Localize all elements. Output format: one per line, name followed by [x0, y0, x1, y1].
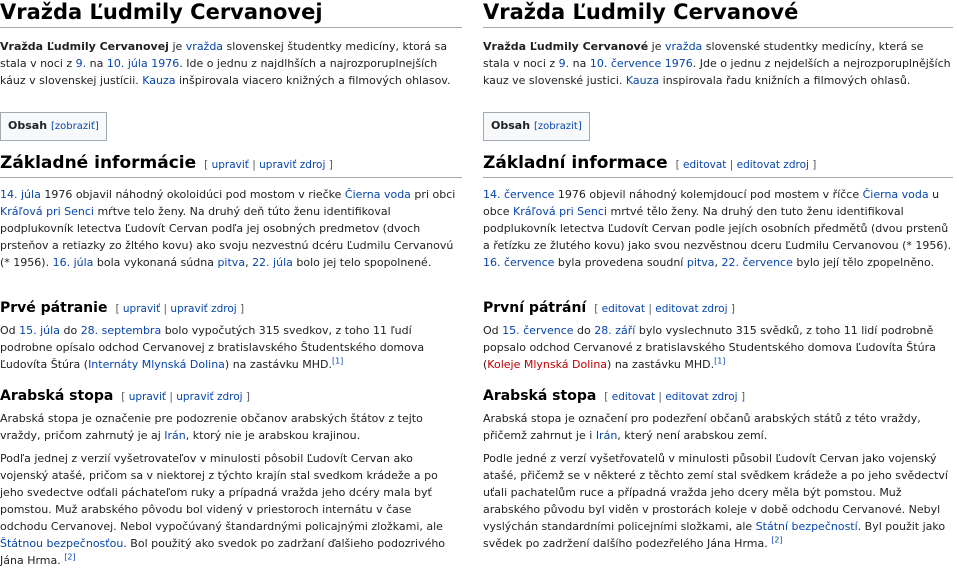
- edit-source-link[interactable]: editovat zdroj: [665, 391, 738, 403]
- text: ,: [245, 256, 253, 269]
- text: do: [573, 324, 595, 337]
- text: je: [648, 40, 666, 53]
- text: bola vykonaná súdna: [93, 256, 218, 269]
- text: Podľa jednej z verzií vyšetrovateľov v minulosti pôsobil Ľudovít Cervan ako vojenský atašé, pričom sa v niektorej z týchto krajín stal svedkom krádeže a po jeho svedectve odťali páchateľom ruky a prípadná vražda jeho dcéry mala byť pomstou. Muž arabského pôvodu bol videný v priestoroch internátu v čase odchodu Cervanovej. Nebol vypočúvaný štandardnými policajnými zložkami, ale: [0, 452, 443, 533]
- arab-trace-paragraph-1: [0, 410, 462, 444]
- section-heading-arab-trace: [0, 386, 462, 407]
- link-pitva[interactable]: pitva: [217, 256, 246, 269]
- arab-trace-paragraph-2: [0, 450, 462, 569]
- link-iran[interactable]: Irán: [164, 429, 186, 442]
- heading-text: Arabská stopa: [0, 388, 114, 404]
- edit-source-link[interactable]: upraviť zdroj: [259, 159, 326, 171]
- text: bolo vypočutých 315 svedkov, z toho 11 ľudí podrobne opísalo odchod Cervanovej z bratislavského Študentského domova Ľudovíta Štúra (: [0, 324, 425, 371]
- text: je: [168, 40, 186, 53]
- link-date-16[interactable]: 16. júla: [52, 256, 94, 269]
- link-date-22[interactable]: 22. července: [721, 256, 793, 269]
- link-date-9[interactable]: 9.: [75, 57, 87, 70]
- link-date-28[interactable]: 28. září: [594, 324, 636, 337]
- edit-links: [ upraviť | upraviť zdroj ]: [115, 303, 245, 315]
- edit-link[interactable]: upraviť: [128, 391, 167, 403]
- table-of-contents: [0, 112, 107, 141]
- link-kauza[interactable]: Kauza: [142, 74, 176, 87]
- edit-link[interactable]: upraviť: [122, 303, 161, 315]
- text: ) na zastávku MHD.: [224, 358, 332, 371]
- link-kauza[interactable]: Kauza: [625, 74, 660, 87]
- text: u obce: [483, 188, 940, 218]
- link-cierna-voda[interactable]: Čierna voda: [862, 188, 929, 201]
- text: slovenské studentky medicíny, která se stala v noci z: [483, 40, 924, 70]
- text: . Byl použit jako svědek po zadržení dalšího podezřelého Jána Hrma.: [483, 520, 946, 550]
- text: inspirovala řadu knižních a filmových ohlasů.: [659, 74, 911, 87]
- basic-info-paragraph: [0, 186, 462, 271]
- text: Arabská stopa je označení pro podezření občanů arabských států z této vraždy, přičemž zahrnut je i: [483, 412, 921, 442]
- table-of-contents: [483, 112, 590, 141]
- reference-1[interactable]: [1]: [331, 356, 344, 366]
- arab-trace-paragraph-2: [483, 450, 953, 552]
- text: . Bol použitý ako svedok po zadržaní ďalšieho podozrivého Jána Hrma.: [0, 537, 446, 567]
- text: byla provedena soudní: [554, 256, 687, 269]
- text: inšpirovala viacero knižných a filmových ohlasov.: [175, 74, 451, 87]
- text: bylo její tělo zpopelněno.: [792, 256, 934, 269]
- link-date-16[interactable]: 16. července: [483, 256, 555, 269]
- section-heading-basic-info: [483, 152, 953, 178]
- link-kralova[interactable]: Kráľová pri Senci: [0, 205, 94, 218]
- edit-source-link[interactable]: upraviť zdroj: [170, 303, 237, 315]
- link-date-14[interactable]: 14. júla: [0, 188, 41, 201]
- toc-toggle-link[interactable]: [zobraziť]: [51, 121, 99, 132]
- link-statni-bezpecnost[interactable]: Státní bezpečností: [755, 520, 858, 533]
- link-date-10[interactable]: 10. júla: [106, 57, 148, 70]
- text: Od: [483, 324, 503, 337]
- text: . Jde o jednu z nejdelších a nejrozporuplnějších kauz ve slovenské justici.: [483, 57, 951, 87]
- text: do: [59, 324, 81, 337]
- link-year-1976[interactable]: 1976: [151, 57, 180, 70]
- text: ,: [714, 256, 722, 269]
- link-pitva[interactable]: pitva: [686, 256, 715, 269]
- edit-links: [ editovat | editovat zdroj ]: [604, 391, 746, 403]
- first-search-paragraph: [483, 322, 953, 373]
- link-internaty[interactable]: Internáty Mlynská Dolina: [88, 358, 225, 371]
- text: na: [86, 57, 107, 70]
- heading-text: Základné informácie: [0, 153, 197, 173]
- edit-source-link[interactable]: upraviť zdroj: [176, 391, 243, 403]
- edit-source-link[interactable]: editovat zdroj: [736, 159, 809, 171]
- link-date-15[interactable]: 15. júla: [19, 324, 60, 337]
- text: mŕtve telo ženy. Na druhý deň túto ženu identifikoval podplukovník letectva Ľudovít Cervan podľa jej osobných predmetov (dvoch prsteňov a retiazky zo žltého kovu) ako svoju nezvestnú dcéru Ľudmilu Cervanovú (* 1956).: [0, 205, 454, 269]
- reference-1[interactable]: [1]: [714, 356, 726, 366]
- link-statna-bezpecnost[interactable]: Štátnou bezpečnosťou: [0, 537, 124, 550]
- intro-paragraph: [0, 38, 462, 89]
- link-date-9[interactable]: 9.: [558, 57, 570, 70]
- link-date-15[interactable]: 15. července: [502, 324, 574, 337]
- intro-bold-title: Vražda Ľudmily Cervanovej: [0, 40, 169, 53]
- link-date-14[interactable]: 14. července: [483, 188, 555, 201]
- heading-text: Arabská stopa: [483, 388, 597, 404]
- text: , který není arabskou zemí.: [617, 429, 768, 442]
- arab-trace-paragraph-1: [483, 410, 953, 444]
- reference-2[interactable]: [2]: [771, 535, 783, 545]
- section-heading-first-search: [0, 298, 462, 319]
- text: bylo vyslechnuto 315 svědků, z toho 11 lidí podrobně popsalo odchod Cervanové z bratislavského Studentského domova Ľudovíta Štúra (: [483, 324, 936, 371]
- link-iran[interactable]: Irán: [595, 429, 618, 442]
- article-title: Vražda Ľudmily Cervanové: [483, 0, 953, 28]
- heading-text: Prvé pátranie: [0, 300, 108, 316]
- section-heading-basic-info: [0, 152, 462, 178]
- toc-toggle-link[interactable]: [zobrazit]: [534, 121, 582, 132]
- heading-text: Základní informace: [483, 153, 668, 173]
- edit-link[interactable]: upraviť: [211, 159, 249, 171]
- text: 1976 objevil náhodný kolemjdoucí pod mostem v říčce: [554, 188, 863, 201]
- link-date-28[interactable]: 28. septembra: [80, 324, 162, 337]
- intro-bold-title: Vražda Ľudmily Cervanové: [483, 40, 649, 53]
- edit-link[interactable]: editovat: [611, 391, 656, 403]
- edit-source-link[interactable]: editovat zdroj: [655, 303, 728, 315]
- text: Podle jedné z verzí vyšetřovatelů v minulosti působil Ľudovít Cervan jako vojenský atašé, přičemž se v některé z těchto zemí stal svědkem krádeže a po jeho svědectví uťali pachatelům ruce a případná vražda jeho dcery měla být pomstou. Muž arabského původu byl viděn v prostorách koleje v době odchodu Cervanové. Nebyl vyslýchán standardními policejními složkami, ale: [483, 452, 948, 533]
- text: pri obci: [410, 188, 456, 201]
- link-cierna-voda[interactable]: Čierna voda: [344, 188, 411, 201]
- link-year-1976[interactable]: 1976: [664, 57, 693, 70]
- text: slovenskej študentky medicíny, ktorá sa stala v noci z: [0, 40, 448, 70]
- edit-links: [ upraviť | upraviť zdroj ]: [204, 159, 333, 171]
- link-vrazda[interactable]: vražda: [665, 40, 703, 53]
- text: Arabská stopa je označenie pre podozrenie občanov arabských štátov z tejto vraždy, pričom zahrnutý je aj: [0, 412, 423, 442]
- heading-text: První pátrání: [483, 300, 587, 316]
- link-date-10[interactable]: 10. července: [589, 57, 662, 70]
- reference-2[interactable]: [2]: [64, 552, 76, 562]
- text: . Ide o jednu z najdlhších a najrozporuplnejších káuz v slovenskej justícii.: [0, 57, 438, 87]
- link-koleje-mlynska-dolina[interactable]: Koleje Mlynská Dolina: [487, 358, 608, 371]
- text: mrtvé tělo ženy. Na druhý den tuto ženu identifikoval podplukovník letectva Ľudovít Cervan podle jejích osobních předmětů (dvou prstenů a řetízku ze žlutého kovu) jako svou nezvěstnou dceru Ľudmilu Cervanovou (* 1956).: [483, 205, 952, 252]
- article-title: Vražda Ľudmily Cervanovej: [0, 0, 462, 28]
- edit-link[interactable]: editovat: [601, 303, 646, 315]
- first-search-paragraph: [0, 322, 462, 373]
- text: ) na zastávku MHD.: [607, 358, 715, 371]
- edit-link[interactable]: editovat: [683, 159, 727, 171]
- intro-paragraph: [483, 38, 953, 89]
- section-heading-first-search: [483, 298, 953, 319]
- link-kralova[interactable]: Kráľová pri Senci: [513, 205, 607, 218]
- text: Od: [0, 324, 20, 337]
- toc-title: Obsah: [8, 119, 48, 132]
- text: na: [569, 57, 590, 70]
- edit-links: [ editovat | editovat zdroj ]: [675, 159, 817, 171]
- text: , ktorý nie je arabskou krajinou.: [185, 429, 361, 442]
- edit-links: [ upraviť | upraviť zdroj ]: [121, 391, 250, 403]
- link-vrazda[interactable]: vražda: [185, 40, 224, 53]
- edit-links: [ editovat | editovat zdroj ]: [594, 303, 735, 315]
- toc-title: Obsah: [491, 119, 531, 132]
- link-date-22[interactable]: 22. júla: [252, 256, 293, 269]
- basic-info-paragraph: [483, 186, 953, 271]
- section-heading-arab-trace: [483, 386, 953, 407]
- text: 1976 objavil náhodný okoloidúci pod mostom v riečke: [40, 188, 345, 201]
- text: bolo jej telo spopolnené.: [292, 256, 432, 269]
